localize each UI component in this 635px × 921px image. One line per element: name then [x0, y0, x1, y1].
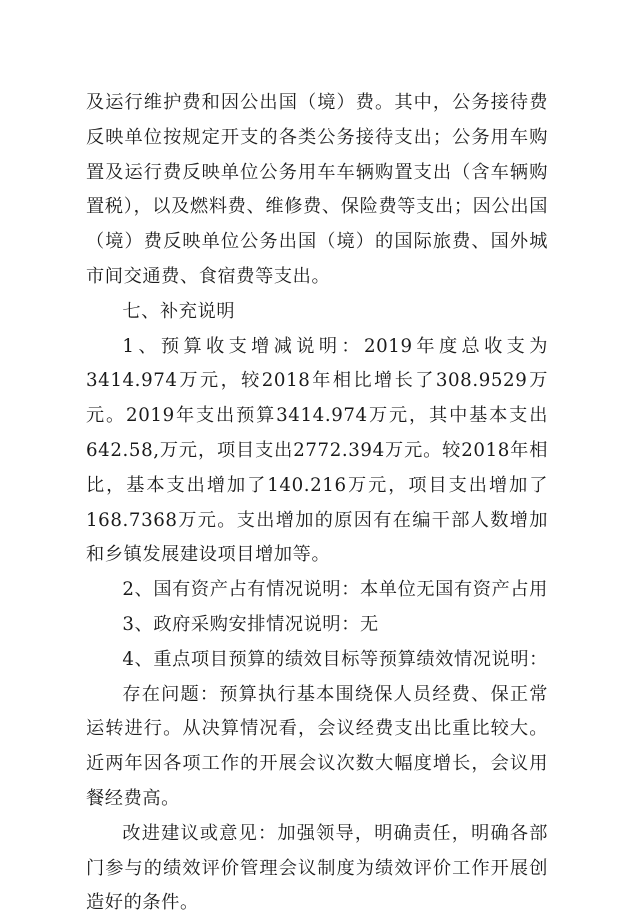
document-body: [86, 86, 548, 921]
paragraph-budget-change: 1、预算收支增减说明：2019年度总收支为3414.974万元，较2018年相比增长了308.9529万元。2019年支出预算3414.974万元，其中基本支出642.58,万元，项目支出2772.394万元。较2018年相比，基本支出增加了140.216万元，项目支出增加了168.7368万元。支出增加的原因有在编干部人数增加和乡镇发展建设项目增加等。: [86, 335, 548, 566]
paragraph-suggestions: 改进建议或意见：加强领导，明确责任，明确各部门参与的绩效评价管理会议制度为绩效评价工作开展创造好的条件。: [86, 822, 548, 914]
paragraph-performance-heading: 4、重点项目预算的绩效目标等预算绩效情况说明：: [122, 648, 548, 670]
paragraph-problems: 存在问题：预算执行基本围绕保人员经费、保正常运转进行。从决算情况看，会议经费支出比重比较大。近两年因各项工作的开展会议次数大幅度增长，会议用餐经费高。: [86, 683, 548, 809]
paragraph-state-assets: 2、国有资产占有情况说明：本单位无国有资产占用: [122, 579, 548, 601]
section-heading-supplementary: 七、补充说明: [122, 300, 236, 322]
paragraph-procurement: 3、政府采购安排情况说明：无: [122, 613, 379, 635]
paragraph-continuation: 及运行维护费和因公出国（境）费。其中，公务接待费反映单位按规定开支的各类公务接待支出；公务用车购置及运行费反映单位公务用车车辆购置支出（含车辆购置税），以及燃料费、维修费、保险费等支出；因公出国（境）费反映单位公务出国（境）的国际旅费、国外城市间交通费、食宿费等支出。: [86, 92, 548, 287]
